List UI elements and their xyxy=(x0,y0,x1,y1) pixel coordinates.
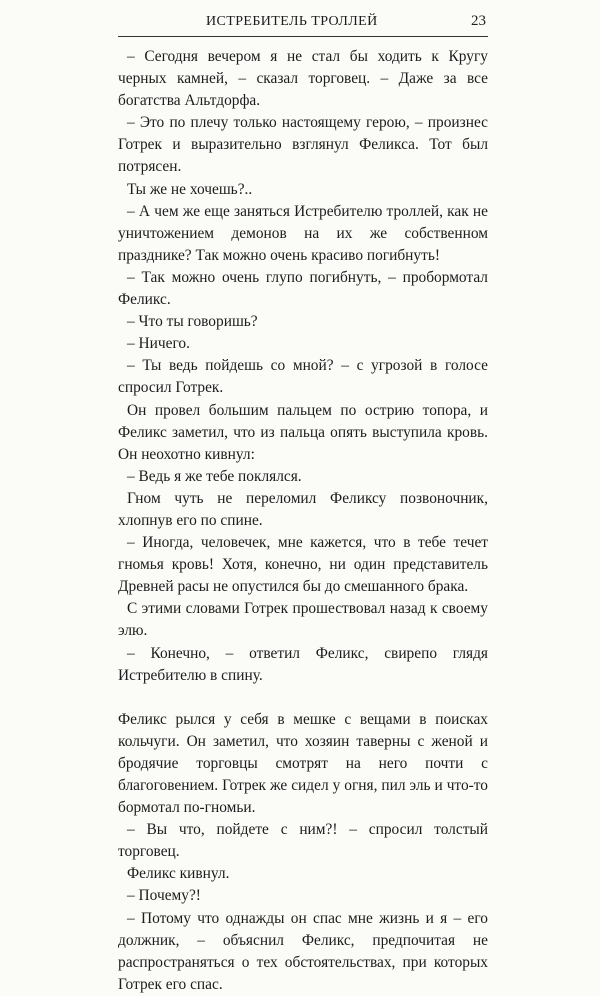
paragraph: – Ты ведь пойдешь со мной? – с угрозой в голосе спросил Готрек. xyxy=(118,357,488,397)
paragraph: Феликс рылся у себя в мешке с вещами в поисках кольчуги. Он заметил, что хозяин таверны с женой и бродячие торговцы смотрят на него почти с благоговением. Готрек же сидел у огня, пил эль и что-то бормотал по-гномьи. xyxy=(118,710,488,817)
paragraph: – Сегодня вечером я не стал бы ходить к Кругу черных камней, – сказал торговец. – Даже за все богатства Альтдорфа. xyxy=(118,48,488,110)
paragraph: – Так можно очень глупо погибнуть, – пробормотал Феликс. xyxy=(118,268,488,309)
body-text xyxy=(118,46,488,996)
running-header xyxy=(118,12,488,37)
paragraph: – Вы что, пойдете с ним?! – спросил толстый торговец. xyxy=(118,821,488,861)
paragraph: Гном чуть не переломил Феликсу позвоночник, хлопнув его по спине. xyxy=(118,489,488,529)
paragraph: – А чем же еще заняться Истребителю троллей, как не уничтожением демонов на их же собственном празднике? Так можно очень красиво погибнуть! xyxy=(118,202,488,264)
page-number: 23 xyxy=(471,13,486,29)
section-break xyxy=(118,687,488,709)
paragraph: С этими словами Готрек прошествовал назад к своему элю. xyxy=(118,600,488,640)
paragraph: Феликс кивнул. xyxy=(127,865,230,883)
paragraph: – Что ты говоришь? xyxy=(127,313,258,331)
paragraph: – Почему?! xyxy=(127,887,201,905)
paragraph: Ты же не хочешь?.. xyxy=(127,180,253,198)
paragraph: – Ведь я же тебе поклялся. xyxy=(127,467,302,485)
paragraph: – Ничего. xyxy=(127,335,190,353)
paragraph: – Это по плечу только настоящему герою, – произнес Готрек и выразительно взглянул Феликса. Тот был потрясен. xyxy=(118,114,488,176)
running-title: ИСТРЕБИТЕЛЬ ТРОЛЛЕЙ xyxy=(206,14,378,29)
paragraph: – Иногда, человечек, мне кажется, что в тебе течет гномья кровь! Хотя, конечно, ни один представитель Древней расы не опустился бы до смешанного брака. xyxy=(118,534,488,596)
paragraph: – Потому что однажды он спас мне жизнь и я – его должник, – объяснил Феликс, предпочитая не распространяться о тех обстоятельствах, при которых Готрек его спас. xyxy=(118,909,488,993)
paragraph: – Конечно, – ответил Феликс, свирепо глядя Истребителю в спину. xyxy=(118,644,488,684)
paragraph: Он провел большим пальцем по острию топора, и Феликс заметил, что из пальца опять выступила кровь. Он неохотно кивнул: xyxy=(118,401,488,463)
